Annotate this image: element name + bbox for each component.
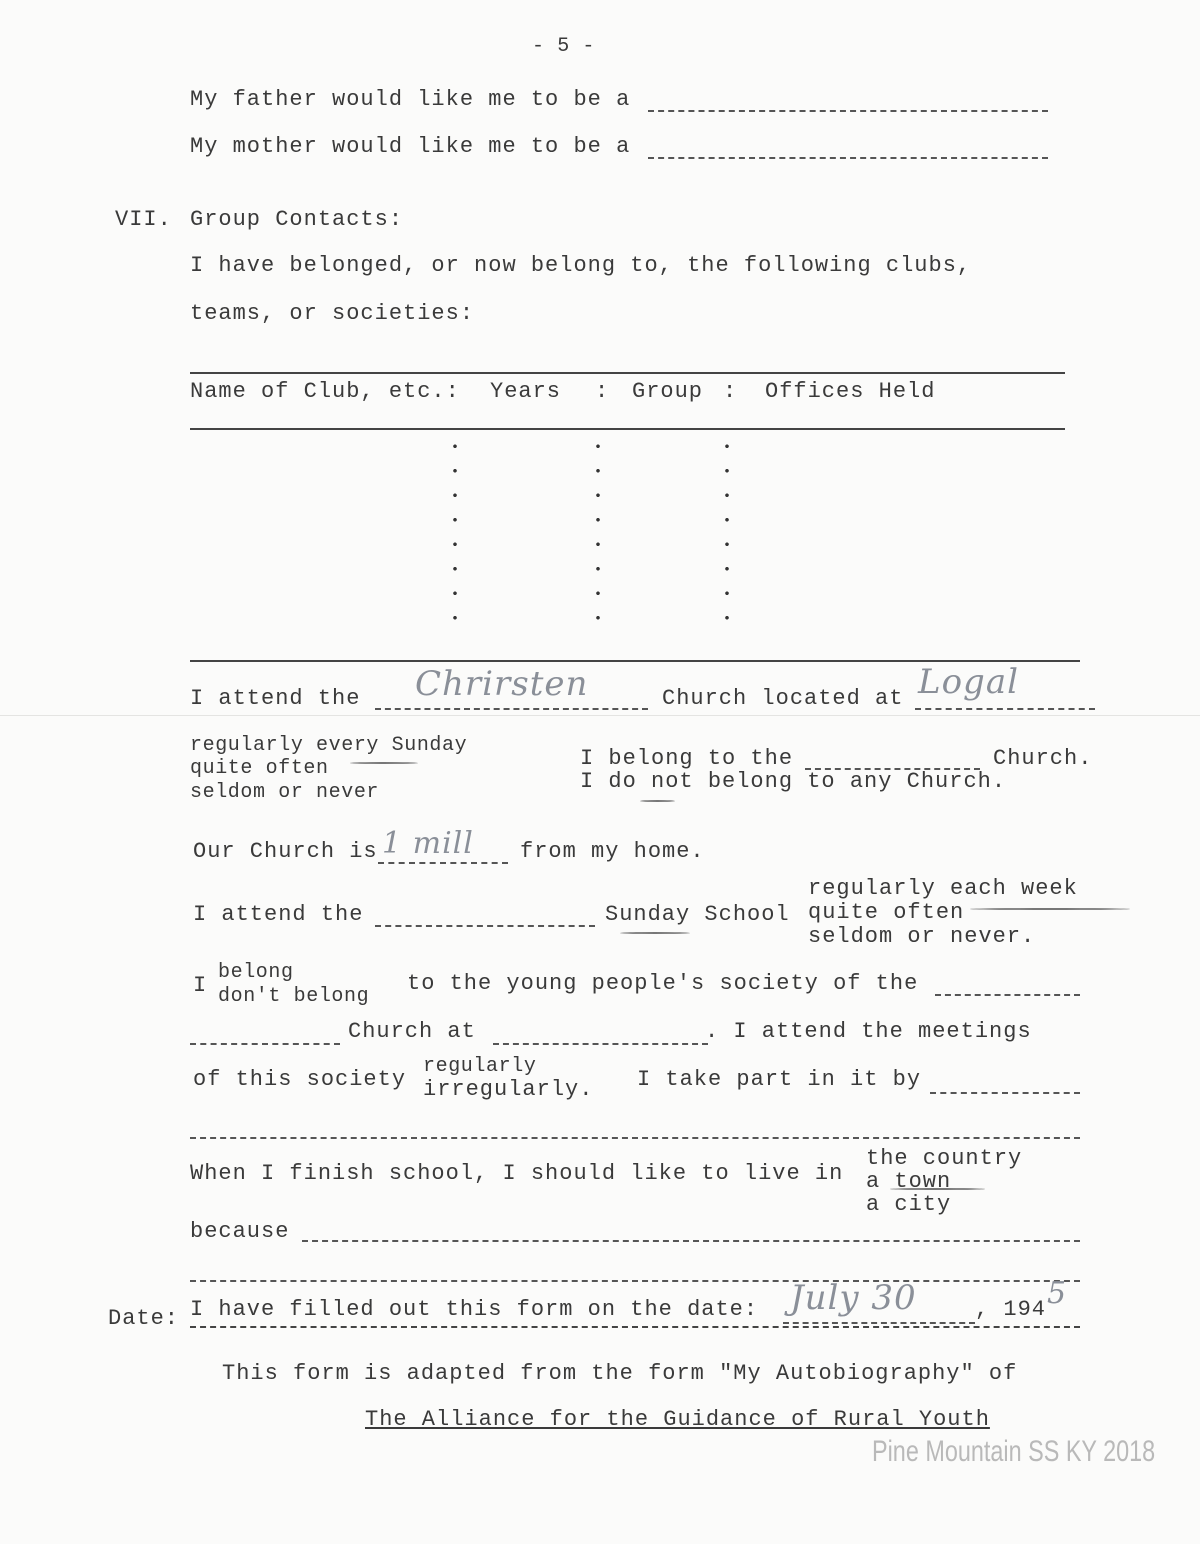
section-intro: I have belonged, or now belong to, the following clubs,	[190, 253, 972, 278]
distance-blank[interactable]	[378, 862, 508, 864]
page-number: - 5 -	[532, 35, 596, 58]
attend-option: seldom or never	[190, 781, 380, 804]
sunday-school-blank[interactable]	[375, 925, 595, 927]
col-header-offices: Offices Held	[765, 379, 936, 404]
col-header-years: Years	[490, 379, 562, 404]
column-divider	[725, 434, 729, 634]
col-header-group: Group	[632, 379, 704, 404]
church-attend-prefix: I attend the	[190, 686, 361, 711]
table-header-rule	[190, 428, 1065, 430]
pen-mark	[640, 800, 675, 802]
watermark: Pine Mountain SS KY 2018	[872, 1435, 1156, 1468]
table-top-rule	[190, 372, 1065, 374]
church-name-handwritten: Chrirsten	[415, 664, 589, 704]
pen-mark	[890, 1188, 985, 1190]
father-prompt: My father would like me to be a	[190, 87, 631, 112]
col-header-name: Name of Club, etc.:	[190, 379, 460, 404]
section-intro-cont: teams, or societies:	[190, 301, 475, 326]
mother-blank[interactable]	[648, 157, 1048, 159]
father-blank[interactable]	[648, 110, 1048, 112]
footer-organization: The Alliance for the Guidance of Rural Youth	[365, 1407, 990, 1432]
future-option: a town	[866, 1169, 952, 1194]
because-blank[interactable]	[302, 1240, 1080, 1242]
society-location-blank[interactable]	[493, 1043, 708, 1045]
sunday-school-prefix: I attend the	[193, 902, 364, 927]
take-part-blank-2[interactable]	[190, 1137, 1080, 1139]
col-separator: :	[595, 379, 610, 404]
col-separator: :	[723, 379, 738, 404]
society-irregularly-option: irregularly.	[423, 1077, 594, 1102]
date-year-handwritten: 5	[1047, 1276, 1068, 1311]
society-regularly-option: regularly	[423, 1055, 537, 1078]
sunday-school-option: regularly each week	[808, 876, 1078, 901]
sunday-school-option: seldom or never.	[808, 924, 1036, 949]
society-text: to the young people's society of the	[407, 971, 919, 996]
belong-church-suffix: Church.	[993, 746, 1093, 771]
church-location-blank[interactable]	[915, 708, 1095, 710]
attend-option: quite often	[190, 757, 329, 780]
date-rule	[190, 1326, 1080, 1328]
society-church-blank-2[interactable]	[190, 1043, 340, 1045]
date-year-prefix: , 194	[975, 1297, 1047, 1322]
section-numeral: VII.	[115, 207, 172, 232]
because-blank-2[interactable]	[190, 1280, 1080, 1282]
column-divider	[453, 434, 457, 634]
society-attend-meetings: . I attend the meetings	[705, 1019, 1032, 1044]
society-church-at: Church at	[348, 1019, 476, 1044]
future-option: the country	[866, 1146, 1023, 1171]
take-part-label: I take part in it by	[637, 1067, 922, 1092]
church-name-blank[interactable]	[375, 708, 648, 710]
because-label: because	[190, 1219, 290, 1244]
sunday-school-option: quite often	[808, 900, 965, 925]
date-text: I have filled out this form on the date:	[190, 1297, 759, 1322]
society-of-this: of this society	[193, 1067, 407, 1092]
future-option: a city	[866, 1192, 952, 1217]
column-divider	[596, 434, 600, 634]
distance-prefix: Our Church is	[193, 839, 378, 864]
attend-option: regularly every Sunday	[190, 734, 468, 757]
not-belong-label: I do not belong to any Church.	[580, 769, 1007, 794]
take-part-blank[interactable]	[930, 1092, 1080, 1094]
pen-mark	[970, 908, 1130, 910]
pen-mark	[350, 762, 418, 764]
footer-credit: This form is adapted from the form "My Autobiography" of	[222, 1361, 1018, 1386]
date-handwritten: July 30	[790, 1278, 917, 1318]
sunday-school-label: Sunday School	[605, 902, 790, 927]
mother-prompt: My mother would like me to be a	[190, 134, 631, 159]
distance-suffix: from my home.	[520, 839, 705, 864]
society-belong-option: belong	[218, 961, 294, 984]
date-blank[interactable]	[783, 1322, 975, 1324]
society-i: I	[193, 973, 208, 998]
date-label: Date:	[108, 1306, 180, 1331]
belong-church-label: I belong to the	[580, 746, 794, 771]
distance-handwritten: 1 mill	[382, 826, 474, 861]
church-location-handwritten: Logal	[918, 662, 1019, 702]
pen-mark	[620, 932, 690, 934]
church-located-label: Church located at	[662, 686, 904, 711]
paper-fold	[0, 715, 1200, 716]
society-church-blank[interactable]	[935, 994, 1080, 996]
future-text: When I finish school, I should like to live in	[190, 1161, 844, 1186]
society-belong-option: don't belong	[218, 985, 370, 1008]
section-title: Group Contacts:	[190, 207, 404, 232]
